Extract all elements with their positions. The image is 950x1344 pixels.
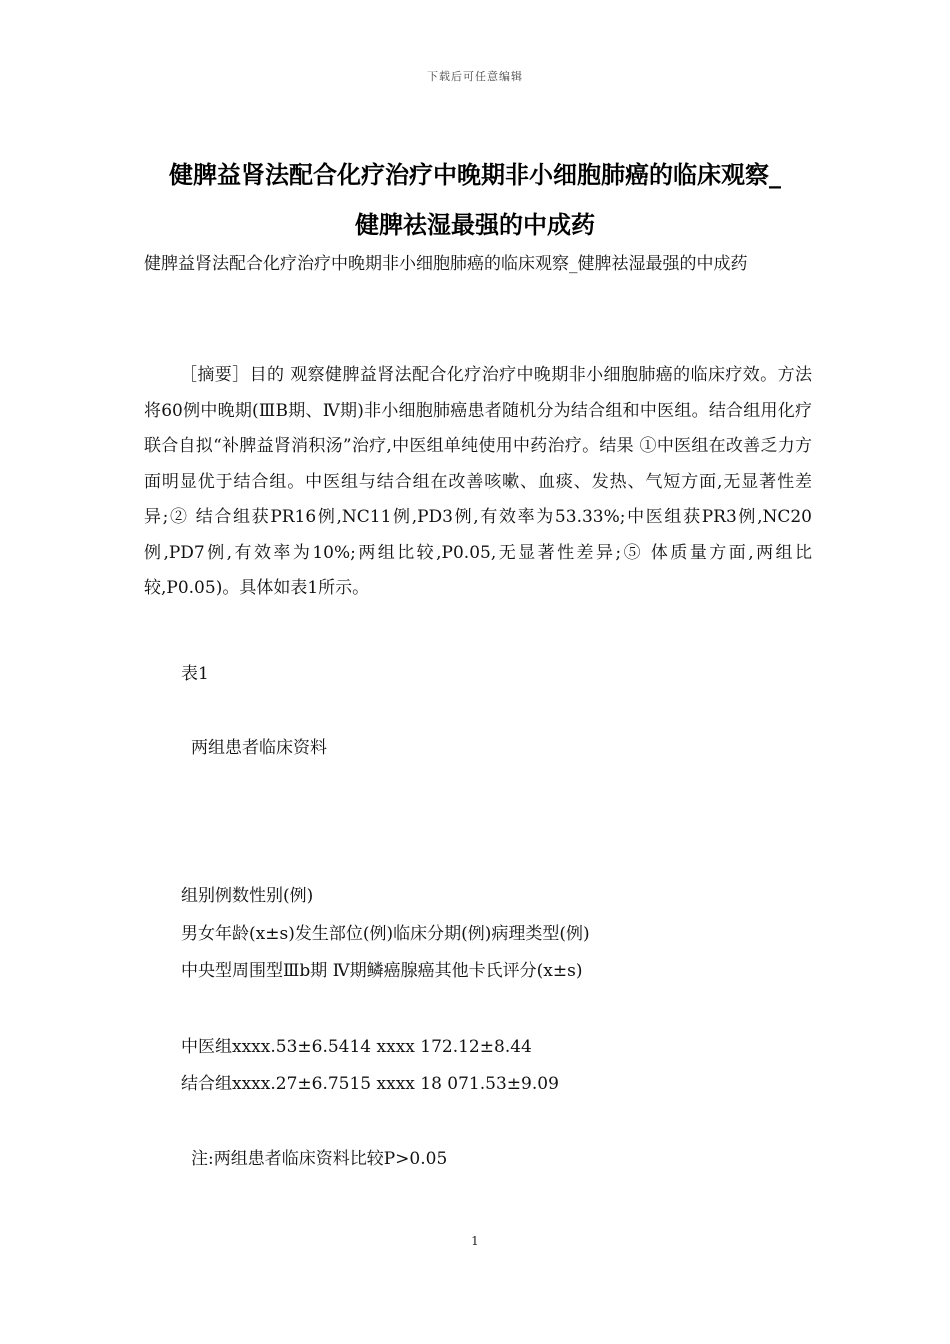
abstract-paragraph: ［摘要］目的 观察健脾益肾法配合化疗治疗中晚期非小细胞肺癌的临床疗效。方法 将60例中晚期(ⅢB期、Ⅳ期)非小细胞肺癌患者随机分为结合组和中医组。结合组用化疗联合自拟“补脾益肾消积汤”治疗,中医组单纯使用中药治疗。结果 ①中医组在改善乏力方面明显优于结合组。中医组与结合组在改善咳嗽、血痰、发热、气短方面,无显著性差异;② 结合组获PR16例,NC11例,PD3例,有效率为53.33%;中医组获PR3例,NC20例,PD7例,有效率为10%;两组比较,P0.05,无显著性差异;⑤ 体质量方面,两组比较,P0.05)。具体如表1所示。 xyxy=(144,365,812,598)
title-line-1: 健脾益肾法配合化疗治疗中晚期非小细胞肺癌的临床观察_ xyxy=(169,161,781,189)
table-label: 表1 xyxy=(181,664,209,684)
title-line-2: 健脾祛湿最强的中成药 xyxy=(355,211,595,239)
subtitle-paragraph: 健脾益肾法配合化疗治疗中晚期非小细胞肺癌的临床观察_健脾祛湿最强的中成药 xyxy=(144,254,748,274)
document-title xyxy=(140,150,810,250)
header-note: 下载后可任意编辑 xyxy=(427,70,523,83)
page-number: 1 xyxy=(471,1234,479,1248)
table-header-row: 男女年龄(x±s)发生部位(例)临床分期(例)病理类型(例) xyxy=(181,924,590,944)
table-note: 注:两组患者临床资料比较P>0.05 xyxy=(191,1149,448,1169)
table-row: 结合组xxxx.27±6.7515 xxxx 18 071.53±9.09 xyxy=(181,1074,559,1094)
table-row: 中医组xxxx.53±6.5414 xxxx 172.12±8.44 xyxy=(181,1037,532,1057)
table-header-row: 中央型周围型Ⅲb期 Ⅳ期鳞癌腺癌其他卡氏评分(x±s) xyxy=(181,961,583,981)
table-caption: 两组患者临床资料 xyxy=(191,738,327,758)
table-header-row: 组别例数性别(例) xyxy=(181,886,314,906)
